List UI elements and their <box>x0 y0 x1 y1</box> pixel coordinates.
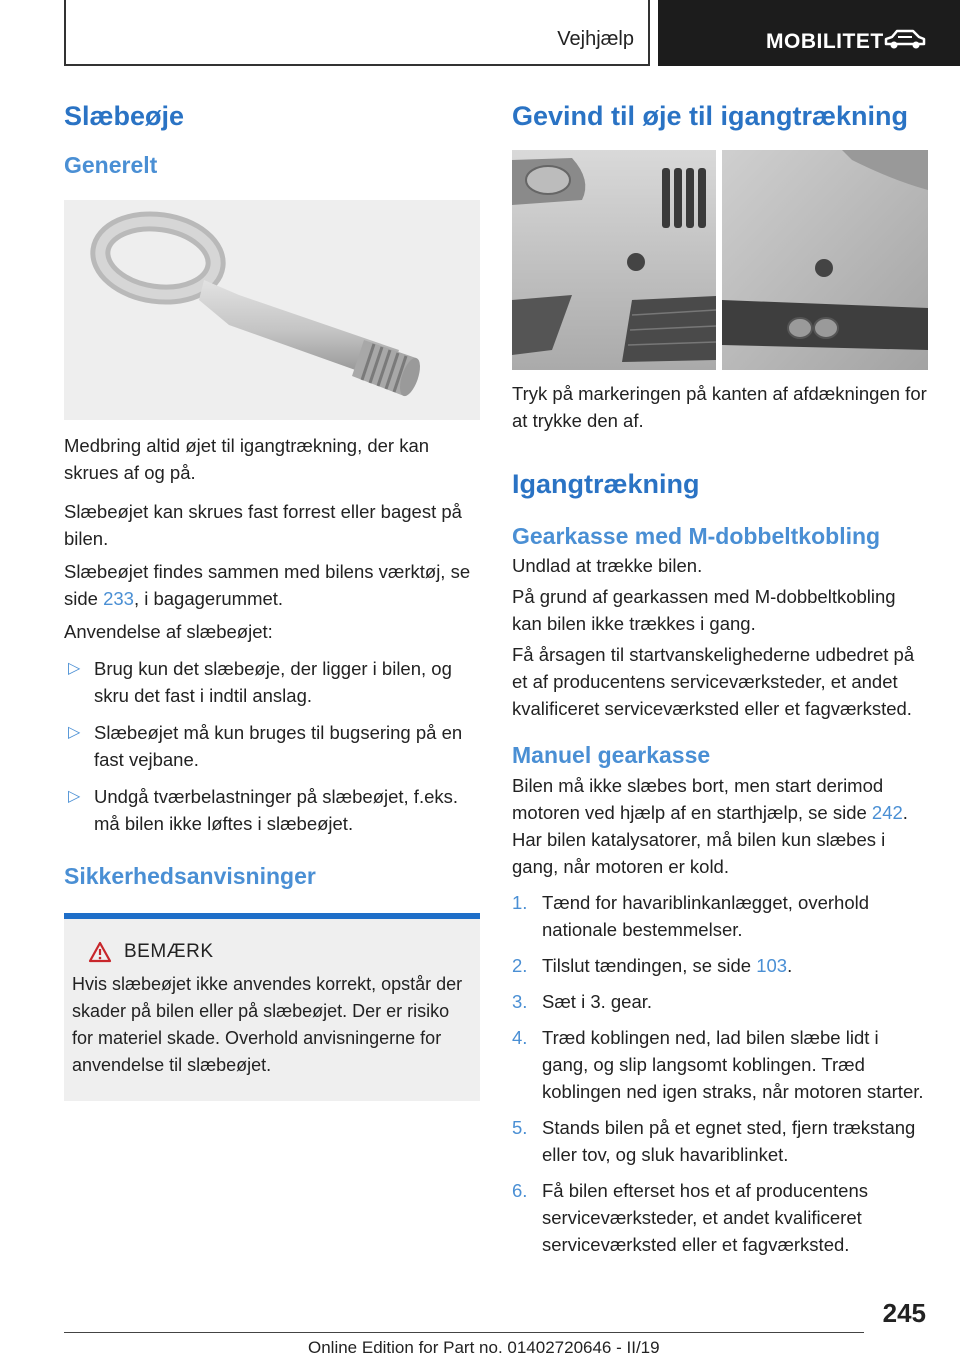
warning-box <box>64 913 480 1101</box>
usage-bullet-list <box>64 655 480 837</box>
triangle-bullet-icon: ▷ <box>68 723 81 741</box>
step-number: 5. <box>512 1116 528 1138</box>
list-item <box>512 889 928 943</box>
section-title-thread: Gevind til øje til igangtrækning <box>512 101 909 131</box>
subtitle-dct: Gearkasse med M-dobbeltkobling <box>512 522 881 549</box>
tow-eye-paragraph-3 <box>64 558 480 612</box>
step-number: 2. <box>512 954 528 976</box>
footer-divider <box>64 1332 864 1333</box>
subtitle-safety: Sikkerhedsanvisninger <box>64 862 316 889</box>
tow-eye-paragraph-4: Anvendelse af slæbeøjet: <box>64 620 273 642</box>
warning-label: BEMÆRK <box>124 940 214 962</box>
list-item <box>512 952 928 979</box>
thread-paragraph: Tryk på markeringen på kanten af afdækningen for at trykke den af. <box>512 383 927 432</box>
dct-paragraph-3: Få årsagen til startvanskelighederne udbedret på et af producentens serviceværksteder, et andet kvalificeret serviceværksted eller et fagværksted. <box>512 644 915 720</box>
step-text: Sæt i 3. gear. <box>542 990 653 1012</box>
tow-eye-figure <box>64 200 480 420</box>
section-tab[interactable] <box>64 0 650 66</box>
triangle-bullet-icon: ▷ <box>68 659 81 677</box>
step-number: 6. <box>512 1179 528 1201</box>
list-item <box>64 719 480 773</box>
step-text: Tilslut tændingen, se side <box>542 954 757 976</box>
step-text: . <box>787 954 793 976</box>
step-number: 1. <box>512 891 528 913</box>
subtitle-manual: Manuel gearkasse <box>512 742 711 769</box>
warning-triangle-icon <box>88 941 112 963</box>
step-text: Få bilen efterset hos et af producentens serviceværksteder, et andet kvalificeret serviceværksted eller et fagværksted. <box>542 1179 869 1255</box>
list-item-text: Brug kun det slæbeøje, der ligger i bilen, og skru det fast i indtil anslag. <box>94 657 452 706</box>
list-item <box>512 1177 928 1258</box>
car-icon <box>882 28 928 52</box>
edition-text: Online Edition for Part no. 01402720646 - II/19 <box>308 1338 660 1357</box>
chapter-label: MOBILITET <box>766 30 884 53</box>
text-fragment: Bilen må ikke slæbes bort, men start derimod motoren ved hjælp af en starthjælp, se side <box>512 774 884 823</box>
dct-paragraph-1: Undlad at trække bilen. <box>512 555 703 577</box>
list-item <box>64 783 480 837</box>
list-item <box>512 988 928 1015</box>
page-number: 245 <box>882 1298 926 1328</box>
section-title-tow-eye: Slæbeøje <box>64 101 185 131</box>
subtitle-general: Generelt <box>64 152 158 179</box>
text-fragment: , i bagagerummet. <box>133 587 284 609</box>
triangle-bullet-icon: ▷ <box>68 787 81 805</box>
text-fragment: Slæbeøjet findes sammen med bilens værktøj, se side <box>64 560 471 609</box>
list-item <box>512 1114 928 1168</box>
page-link-233[interactable]: 233 <box>103 587 134 609</box>
manual-paragraph <box>512 772 928 880</box>
left-column <box>64 100 480 1101</box>
step-number: 4. <box>512 1026 528 1048</box>
list-item-text: Slæbeøjet må kun bruges til bugsering på en fast vejbane. <box>94 721 463 770</box>
list-item <box>64 655 480 709</box>
tow-eye-illustration <box>64 200 480 420</box>
bumper-photo <box>512 150 928 370</box>
page-link-103[interactable]: 103 <box>756 954 788 976</box>
page-header <box>0 0 960 66</box>
step-text: Tænd for havariblinkanlægget, overhold nationale bestemmelser. <box>542 891 870 940</box>
steps-list <box>512 889 928 1258</box>
tow-eye-paragraph-2: Slæbeøjet kan skrues fast forrest eller bagest på bilen. <box>64 500 462 549</box>
section-title-tow-start: Igangtrækning <box>512 469 700 500</box>
section-label: Vejhjælp <box>557 28 634 50</box>
list-item <box>512 1024 928 1105</box>
warning-header <box>72 941 472 963</box>
page-link-242[interactable]: 242 <box>871 801 903 823</box>
step-text: Stands bilen på et egnet sted, fjern trækstang eller tov, og sluk havariblinket. <box>542 1116 916 1165</box>
chapter-tab[interactable] <box>658 0 960 66</box>
right-column <box>512 100 928 1258</box>
bumper-photo-figure <box>512 150 928 370</box>
text-fragment: . Har bilen katalysatorer, må bilen kun slæbes i gang, når motoren er kold. <box>512 801 908 877</box>
list-item-text: Undgå tværbelastninger på slæbeøjet, f.eks. må bilen ikke løftes i slæbeøjet. <box>94 785 459 834</box>
tow-eye-paragraph-1: Medbring altid øjet til igangtrækning, der kan skrues af og på. <box>64 434 430 483</box>
step-number: 3. <box>512 990 528 1012</box>
dct-paragraph-2: På grund af gearkassen med M-dobbeltkobling kan bilen ikke trækkes i gang. <box>512 586 896 635</box>
warning-text: Hvis slæbeøjet ikke anvendes korrekt, opstår der skader på bilen eller på slæbeøjet. Der er risiko for materiel skade. Overhold anvisningerne for anvendelse til slæbeøjet. <box>72 973 463 1075</box>
step-text: Træd koblingen ned, lad bilen slæbe lidt i gang, og slip langsomt koblingen. Træd koblingen ned igen straks, når motoren starter. <box>542 1026 924 1102</box>
